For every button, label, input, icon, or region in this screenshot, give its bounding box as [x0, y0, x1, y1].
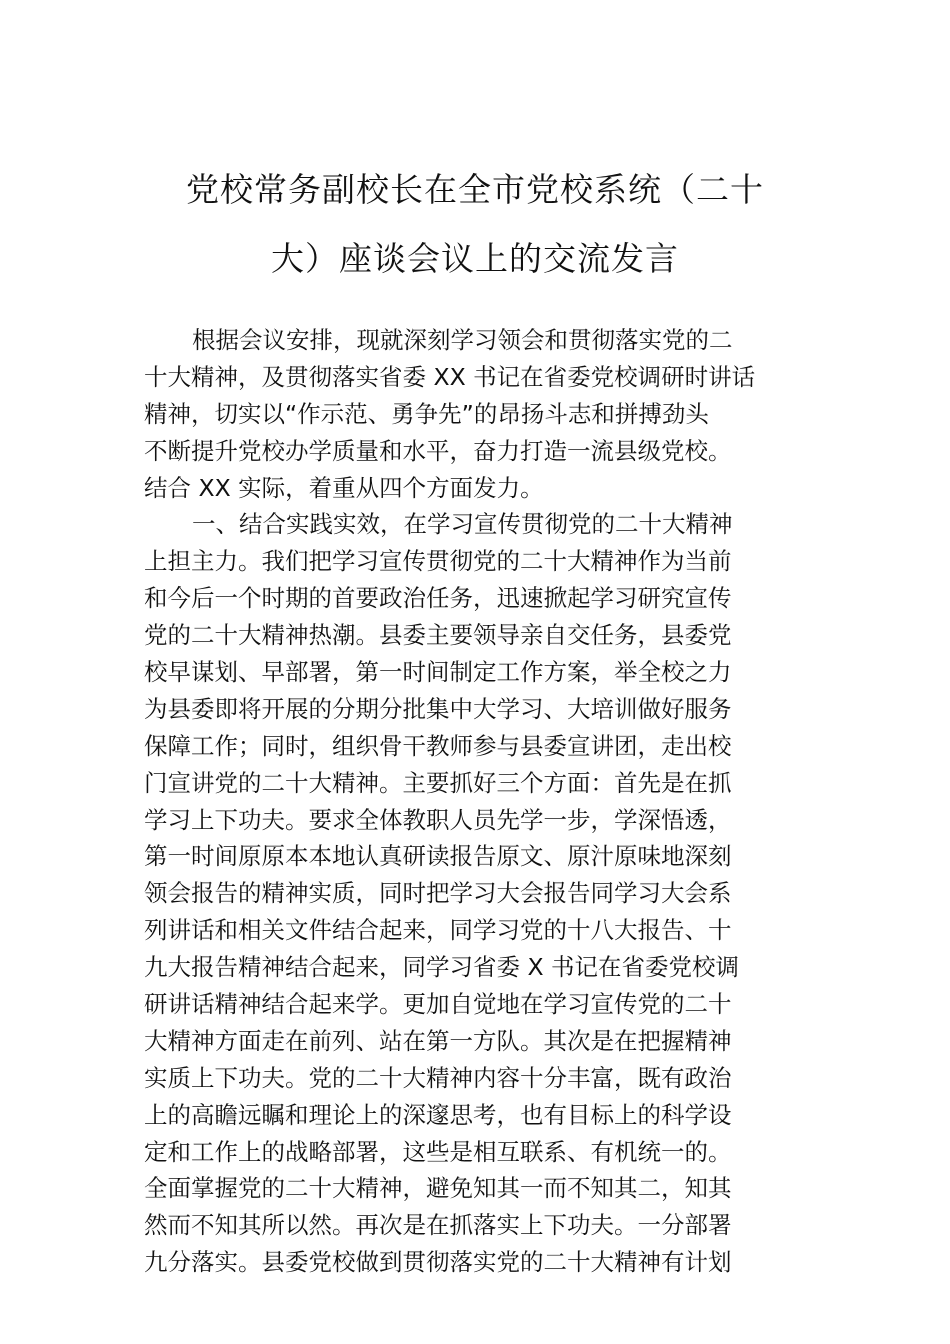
- body-line: 精神，切实以“作示范、勇争先”的昂扬斗志和拼搏劲头: [144, 399, 709, 428]
- document-body: [144, 322, 809, 1281]
- body-line: 九分落实。县委党校做到贯彻落实党的二十大精神有计划: [144, 1248, 732, 1277]
- body-line: 第一时间原原本本地认真研读报告原文、原汁原味地深刻: [144, 842, 732, 871]
- document-title-line-2: 大）座谈会议上的交流发言: [271, 239, 679, 278]
- body-line: 十大精神，及贯彻落实省委 XX 书记在省委党校调研时讲话: [144, 362, 756, 391]
- body-line: 领会报告的精神实质，同时把学习大会报告同学习大会系: [144, 879, 732, 908]
- body-line: 列讲话和相关文件结合起来，同学习党的十八大报告、十: [144, 916, 732, 945]
- body-line: 实质上下功夫。党的二十大精神内容十分丰富，既有政治: [144, 1063, 732, 1092]
- body-line: 为县委即将开展的分期分批集中大学习、大培训做好服务: [144, 694, 732, 723]
- body-line: 不断提升党校办学质量和水平，奋力打造一流县级党校。: [144, 436, 732, 465]
- body-line: 一、结合实践实效，在学习宣传贯彻党的二十大精神: [192, 510, 733, 539]
- body-line: 门宣讲党的二十大精神。主要抓好三个方面：首先是在抓: [144, 768, 732, 797]
- body-line: 校早谋划、早部署，第一时间制定工作方案，举全校之力: [144, 658, 732, 687]
- body-line: 九大报告精神结合起来，同学习省委 X 书记在省委党校调: [144, 953, 740, 982]
- body-line: 上担主力。我们把学习宣传贯彻党的二十大精神作为当前: [144, 547, 732, 576]
- body-line: 定和工作上的战略部署，这些是相互联系、有机统一的。: [144, 1137, 732, 1166]
- body-line: 保障工作；同时，组织骨干教师参与县委宣讲团，走出校: [144, 731, 732, 760]
- body-line: 学习上下功夫。要求全体教职人员先学一步，学深悟透，: [144, 805, 732, 834]
- document-title-line-1: 党校常务副校长在全市党校系统（二十: [186, 170, 764, 209]
- body-line: 根据会议安排，现就深刻学习领会和贯彻落实党的二: [192, 326, 733, 354]
- body-line: 研讲话精神结合起来学。更加自觉地在学习宣传党的二十: [144, 990, 732, 1019]
- body-line: 然而不知其所以然。再次是在抓落实上下功夫。一分部署: [144, 1211, 732, 1240]
- body-line: 上的高瞻远瞩和理论上的深邃思考，也有目标上的科学设: [144, 1100, 732, 1129]
- paragraph-2: [144, 506, 809, 1281]
- body-line: 大精神方面走在前列、站在第一方队。其次是在把握精神: [144, 1026, 732, 1055]
- body-line: 党的二十大精神热潮。县委主要领导亲自交任务，县委党: [144, 621, 732, 650]
- body-line: 结合 XX 实际，着重从四个方面发力。: [144, 473, 544, 502]
- paragraph-1: [144, 322, 809, 506]
- body-line: 全面掌握党的二十大精神，避免知其一而不知其二，知其: [144, 1174, 732, 1203]
- body-line: 和今后一个时期的首要政治任务，迅速掀起学习研究宣传: [144, 584, 732, 613]
